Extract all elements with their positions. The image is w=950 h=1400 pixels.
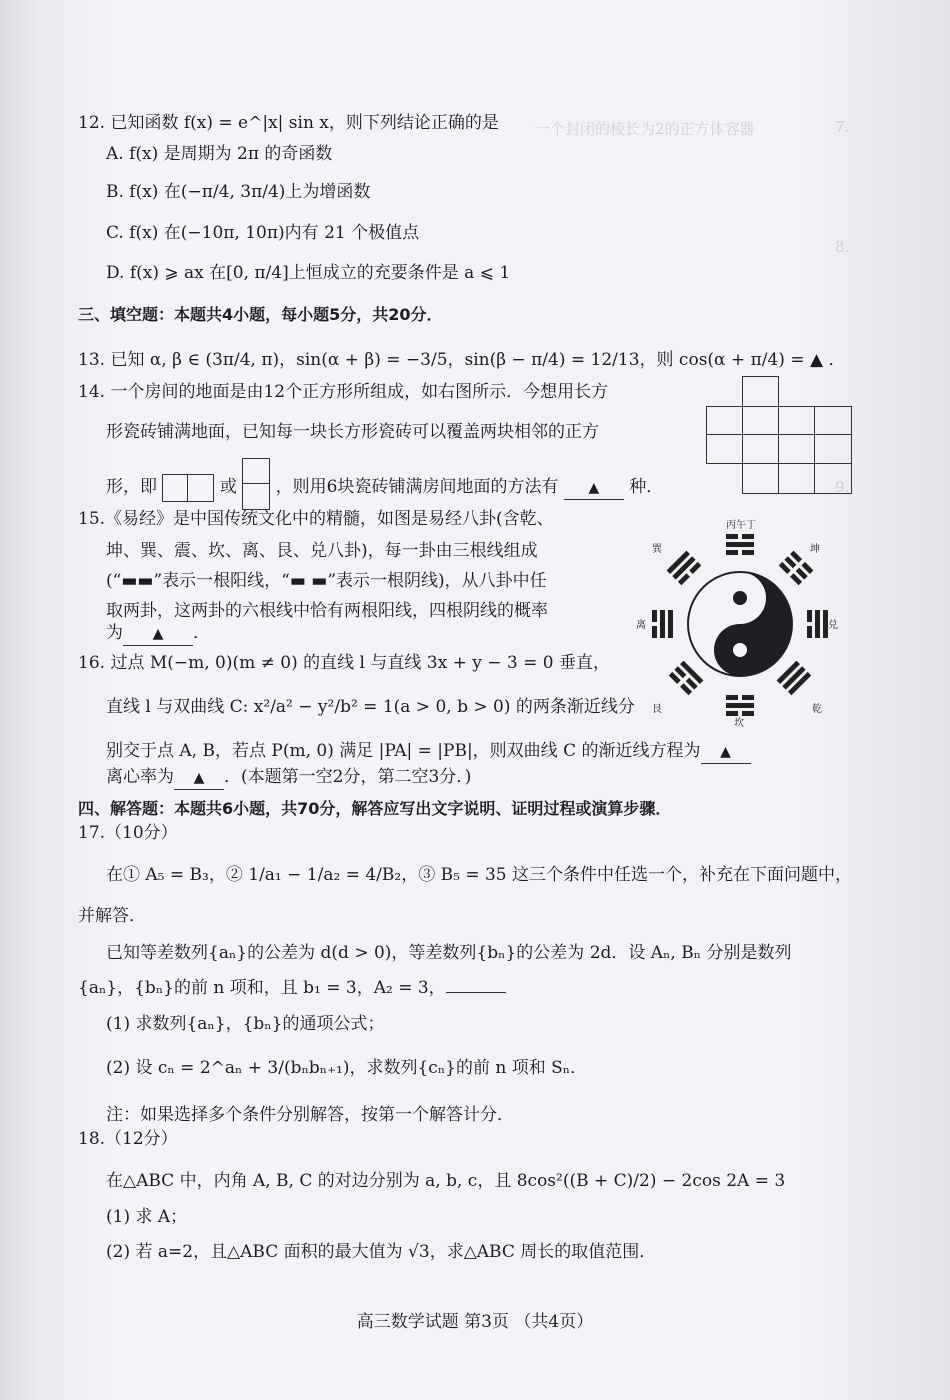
q16-line-2: 直线 l 与双曲线 C: x²/a² − y²/b² = 1(a > 0, b > 0) 的两条渐近线分	[106, 697, 635, 717]
q12-option-c: C. f(x) 在(−10π, 10π)内有 21 个极值点	[106, 223, 420, 243]
bleed-text: 8.	[835, 238, 850, 256]
q18-line-1: 在△ABC 中，内角 A, B, C 的对边分别为 a, b, c，且 8cos²((B + C)/2) − 2cos 2A = 3	[106, 1171, 786, 1191]
q16-answer-blank-2: ▲	[174, 766, 224, 790]
trigram-dui	[807, 610, 828, 638]
q16-line-4	[106, 766, 471, 790]
grid-cell	[742, 463, 779, 494]
room-grid-figure	[706, 376, 852, 494]
q12-option-a: A. f(x) 是周期为 2π 的奇函数	[106, 144, 333, 164]
q16-line-1: 16. 过点 M(−m, 0)(m ≠ 0) 的直线 l 与直线 3x + y − 3 = 0 垂直，	[78, 653, 611, 673]
q12-option-d: D. f(x) ⩾ ax 在[0, π/4]上恒成立的充要条件是 a ⩽ 1	[106, 263, 511, 283]
q12-option-b: B. f(x) 在(−π/4, 3π/4)上为增函数	[106, 182, 371, 202]
trigram-kun	[779, 551, 814, 586]
q14-text-d: 种．	[629, 477, 664, 497]
q17-line-4	[78, 977, 506, 999]
q17-part-2: (2) 设 cₙ = 2^aₙ + 3/(bₙbₙ₊₁)，求数列{cₙ}的前 n 项和 Sₙ．	[106, 1058, 588, 1078]
yin-yang-symbol	[688, 572, 792, 676]
bagua-label: 离	[636, 620, 646, 631]
q17-part-1: (1) 求数列{aₙ}，{bₙ}的通项公式；	[106, 1014, 385, 1034]
q18-heading: 18.（12分）	[78, 1129, 178, 1149]
q15-answer-blank: ▲	[123, 622, 193, 646]
q15-text-end: ．	[193, 623, 210, 643]
grid-cell	[706, 434, 743, 464]
q18-part-1: (1) 求 A；	[106, 1207, 188, 1227]
grid-cell	[778, 406, 815, 435]
q15-line-3: (“▬▬”表示一根阳线，“▬ ▬”表示一根阴线)，从八卦中任	[106, 571, 547, 591]
q14-text-a: 形，即	[106, 477, 157, 497]
vertical-tile-figure	[242, 458, 270, 510]
q17-condition-blank	[446, 992, 506, 993]
trigram-li	[726, 534, 754, 555]
q16-text-2: 离心率为	[106, 767, 174, 787]
section-3-heading: 三、填空题：本题共4小题，每小题5分，共20分．	[78, 305, 443, 324]
trigram-gen	[669, 661, 704, 696]
trigram-qian	[777, 661, 812, 696]
q12-stem: 12. 已知函数 f(x) = e^|x| sin x，则下列结论正确的是	[78, 113, 499, 133]
page-footer: 高三数学试题 第3页 （共4页）	[356, 1312, 594, 1332]
bagua-label: 坎	[734, 718, 744, 727]
grid-cell	[706, 406, 743, 435]
q16-answer-blank-1: ▲	[701, 740, 751, 764]
q15-line-4: 取两卦，这两卦的六根线中恰有两根阳线，四根阴线的概率	[106, 601, 548, 621]
bagua-label: 丙午丁	[726, 520, 756, 531]
q17-text: {aₙ}，{bₙ}的前 n 项和，且 b₁ = 3，A₂ = 3，	[78, 978, 446, 998]
q17-note: 注：如果选择多个条件分别解答，按第一个解答计分．	[106, 1105, 514, 1125]
q15-line-1: 15.《易经》是中国传统文化中的精髓，如图是易经八卦(含乾、	[78, 509, 554, 529]
q14-line-1: 14. 一个房间的地面是由12个正方形所组成，如右图所示．今想用长方	[78, 382, 609, 402]
grid-cell	[742, 434, 779, 464]
section-4-heading: 四、解答题：本题共6小题，共70分，解答应写出文字说明、证明过程或演算步骤．	[78, 799, 672, 818]
q17-line-1: 在① A₅ = B₃，② 1/a₁ − 1/a₂ = 4/B₂，③ B₅ = 35 这三个条件中任选一个，补充在下面问题中，	[106, 865, 852, 885]
q15-line-2: 坤、巽、震、坎、离、艮、兑八卦)，每一卦由三根线组成	[106, 541, 538, 561]
grid-cell	[814, 434, 852, 464]
grid-cell	[778, 434, 815, 464]
bagua-label: 兑	[828, 620, 838, 631]
q18-part-2: (2) 若 a=2，且△ABC 面积的最大值为 √3，求△ABC 周长的取值范围．	[106, 1242, 657, 1262]
bleed-text: 7.	[835, 118, 850, 136]
bagua-label: 乾	[812, 704, 822, 715]
grid-cell	[778, 463, 815, 494]
q15-line-5	[106, 622, 210, 646]
horizontal-tile-figure	[162, 474, 214, 502]
q17-line-2: 并解答．	[78, 906, 146, 926]
q17-line-3: 已知等差数列{aₙ}的公差为 d(d > 0)，等差数列{bₙ}的公差为 2d．设 Aₙ, Bₙ 分别是数列	[106, 943, 792, 963]
bleed-text: 一个封闭的棱长为2的正方体容器	[535, 120, 755, 138]
q14-text-c: ，则用6块瓷砖铺满房间地面的方法有	[275, 477, 559, 497]
bagua-label: 艮	[652, 704, 662, 715]
q13: 13. 已知 α, β ∈ (3π/4, π)，sin(α + β) = −3/5，sin(β − π/4) = 12/13，则 cos(α + π/4) = ▲ ．	[78, 350, 846, 370]
bagua-label: 坤	[810, 544, 820, 555]
trigram-zhen	[652, 610, 673, 638]
bagua-label: 巽	[652, 544, 662, 555]
trigram-kan	[726, 695, 754, 716]
q17-heading: 17.（10分）	[78, 823, 178, 843]
trigram-xun	[667, 551, 702, 586]
q14-line-2: 形瓷砖铺满地面，已知每一块长方形瓷砖可以覆盖两块相邻的正方	[106, 422, 599, 442]
grid-cell	[742, 376, 779, 407]
grid-cell	[814, 463, 852, 494]
q16-line-3	[106, 740, 751, 764]
q14-line-3	[106, 458, 663, 510]
grid-cell	[742, 406, 779, 435]
q14-answer-blank: ▲	[564, 476, 624, 500]
q14-text-b: 或	[219, 477, 237, 497]
q16-text-end: ．(本题第一空2分，第二空3分．)	[224, 767, 472, 787]
q15-text: 为	[106, 623, 123, 643]
bleed-text: 9.	[835, 478, 850, 496]
grid-cell	[814, 406, 852, 435]
bagua-figure	[630, 512, 840, 727]
q16-text: 别交于点 A, B，若点 P(m, 0) 满足 |PA| = |PB|，则双曲线 C 的渐近线方程为	[106, 741, 701, 761]
